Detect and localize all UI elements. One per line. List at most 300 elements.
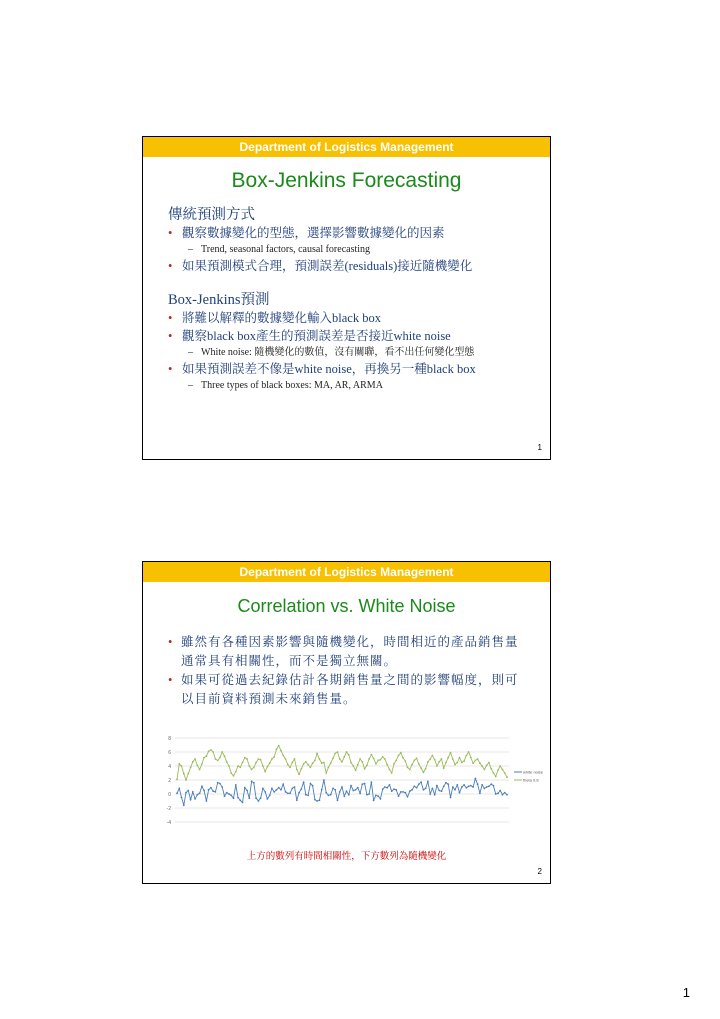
series-point xyxy=(359,792,361,794)
series-point xyxy=(418,783,420,785)
series-point xyxy=(341,786,343,788)
series-point xyxy=(255,797,257,799)
series-point xyxy=(382,756,384,758)
series-point xyxy=(294,786,296,788)
series-point xyxy=(196,794,198,796)
series-point xyxy=(497,769,499,771)
series-point xyxy=(481,784,483,786)
bullet: • 如果可從過去紀錄估計各期銷售量之間的影響幅度，則可以目前資料預測未來銷售量。 xyxy=(181,671,526,709)
series-point xyxy=(251,769,253,771)
series-point xyxy=(233,775,235,777)
series-point xyxy=(224,755,226,757)
series-point xyxy=(221,751,223,753)
series-point xyxy=(296,799,298,801)
series-point xyxy=(361,783,363,785)
series-point xyxy=(416,787,418,789)
series-point xyxy=(375,763,377,765)
series-point xyxy=(291,788,293,790)
series-point xyxy=(334,753,336,755)
series-point xyxy=(380,798,382,800)
series-point xyxy=(373,757,375,759)
series-point xyxy=(443,785,445,787)
series-point xyxy=(255,762,257,764)
series-point xyxy=(427,761,429,763)
series-point xyxy=(350,785,352,787)
series-point xyxy=(176,778,178,780)
series-point xyxy=(472,786,474,788)
series-point xyxy=(332,788,334,790)
series-point xyxy=(429,758,431,760)
series-point xyxy=(210,787,212,789)
series-point xyxy=(319,799,321,801)
y-tick-label: 0 xyxy=(168,792,171,798)
series-point xyxy=(251,781,253,783)
series-point xyxy=(192,761,194,763)
series-point xyxy=(436,785,438,787)
series-point xyxy=(486,786,488,788)
series-point xyxy=(402,757,404,759)
series-point xyxy=(239,767,241,769)
series-point xyxy=(461,762,463,764)
series-point xyxy=(323,762,325,764)
series-point xyxy=(215,791,217,793)
sub-bullet: – White noise: 隨機變化的數值，沒有關聯，看不出任何變化型態 xyxy=(201,345,550,360)
series-point xyxy=(181,765,183,767)
series-point xyxy=(490,783,492,785)
series-point xyxy=(212,790,214,792)
series-point xyxy=(230,772,232,774)
series-point xyxy=(206,755,208,757)
series-point xyxy=(321,789,323,791)
series-point xyxy=(339,758,341,760)
series-point xyxy=(355,769,357,771)
series-point xyxy=(470,757,472,759)
series-point xyxy=(423,789,425,791)
series-point xyxy=(398,755,400,757)
series-point xyxy=(470,785,472,787)
series-point xyxy=(384,758,386,760)
series-point xyxy=(499,790,501,792)
series-point xyxy=(411,789,413,791)
sub-bullet: – Three types of black boxes: MA, AR, ARMA xyxy=(201,378,550,393)
series-point xyxy=(468,785,470,787)
series-point xyxy=(267,798,269,800)
series-point xyxy=(386,764,388,766)
slide-header: Department of Logistics Management xyxy=(143,137,550,157)
series-point xyxy=(454,789,456,791)
series-point xyxy=(192,791,194,793)
series-point xyxy=(456,784,458,786)
series-point xyxy=(502,769,504,771)
series-point xyxy=(493,785,495,787)
series-point xyxy=(384,786,386,788)
series-point xyxy=(285,791,287,793)
chart-series xyxy=(176,745,508,806)
series-point xyxy=(479,762,481,764)
series-point xyxy=(441,790,443,792)
series-point xyxy=(425,768,427,770)
series-point xyxy=(312,785,314,787)
series-point xyxy=(187,773,189,775)
section-heading: 傳統預測方式 xyxy=(168,207,255,223)
series-point xyxy=(285,758,287,760)
series-point xyxy=(190,799,192,801)
slide-page-number: 1 xyxy=(537,443,542,452)
y-axis-tick-labels xyxy=(167,736,172,826)
series-point xyxy=(475,778,477,780)
series-point xyxy=(445,762,447,764)
series-point xyxy=(217,760,219,762)
series-point xyxy=(348,754,350,756)
series-point xyxy=(334,789,336,791)
series-point xyxy=(248,797,250,799)
series-point xyxy=(235,784,237,786)
series-point xyxy=(418,763,420,765)
series-point xyxy=(450,797,452,799)
series-point xyxy=(226,792,228,794)
series-point xyxy=(506,776,508,778)
chart-gridlines xyxy=(175,738,509,822)
series-point xyxy=(185,779,187,781)
y-tick-label: 6 xyxy=(168,750,171,756)
series-point xyxy=(194,798,196,800)
series-point xyxy=(271,788,273,790)
series-point xyxy=(504,792,506,794)
series-point xyxy=(481,765,483,767)
series-point xyxy=(199,792,201,794)
series-point xyxy=(404,760,406,762)
series-point xyxy=(352,790,354,792)
series-point xyxy=(443,767,445,769)
series-point xyxy=(278,787,280,789)
series-point xyxy=(330,762,332,764)
series-point xyxy=(499,765,501,767)
bullet: • 將難以解釋的數據變化輸入black box xyxy=(182,309,550,327)
series-point xyxy=(484,788,486,790)
series-point xyxy=(267,766,269,768)
series-point xyxy=(361,761,363,763)
series-point xyxy=(260,797,262,799)
series-point xyxy=(287,764,289,766)
series-point xyxy=(382,788,384,790)
series-point xyxy=(366,794,368,796)
series-point xyxy=(230,795,232,797)
legend-label: white noise xyxy=(523,769,544,775)
series-point xyxy=(264,791,266,793)
series-point xyxy=(393,763,395,765)
series-point xyxy=(298,774,300,776)
series-point xyxy=(194,758,196,760)
series-point xyxy=(246,758,248,760)
series-point xyxy=(244,787,246,789)
series-point xyxy=(190,767,192,769)
series-point xyxy=(294,758,296,760)
series-point xyxy=(303,763,305,765)
bullet: • 如果預測誤差不像是white noise，再換另一種black box xyxy=(182,360,550,378)
series-point xyxy=(310,783,312,785)
slide-1 xyxy=(142,136,551,460)
series-point xyxy=(233,797,235,799)
series-point xyxy=(226,761,228,763)
series-point xyxy=(346,751,348,753)
series-point xyxy=(497,792,499,794)
series-point xyxy=(201,763,203,765)
series-point xyxy=(404,792,406,794)
series-point xyxy=(196,764,198,766)
series-point xyxy=(377,760,379,762)
series-point xyxy=(456,762,458,764)
y-tick-label: 2 xyxy=(168,778,171,784)
series-point xyxy=(316,753,318,755)
series-point xyxy=(393,788,395,790)
series-point xyxy=(206,800,208,802)
series-point xyxy=(260,759,262,761)
series-point xyxy=(359,758,361,760)
series-point xyxy=(181,797,183,799)
series-point xyxy=(346,790,348,792)
series-point xyxy=(183,773,185,775)
series-point xyxy=(244,757,246,759)
series-point xyxy=(434,794,436,796)
series-point xyxy=(364,768,366,770)
series-point xyxy=(330,794,332,796)
series-point xyxy=(452,758,454,760)
series-point xyxy=(465,787,467,789)
series-point xyxy=(477,783,479,785)
series-point xyxy=(273,756,275,758)
series-point xyxy=(434,759,436,761)
series-point xyxy=(289,767,291,769)
series-point xyxy=(375,795,377,797)
series-point xyxy=(314,760,316,762)
slide-title: Box-Jenkins Forecasting xyxy=(231,169,462,192)
series-point xyxy=(348,794,350,796)
series-point xyxy=(276,789,278,791)
series-point xyxy=(495,776,497,778)
series-point xyxy=(323,779,325,781)
series-point xyxy=(341,761,343,763)
series-point xyxy=(479,792,481,794)
series-point xyxy=(450,752,452,754)
series-point xyxy=(416,757,418,759)
series-point xyxy=(316,800,318,802)
series-point xyxy=(208,789,210,791)
series-point xyxy=(486,764,488,766)
series-point xyxy=(208,750,210,752)
series-point xyxy=(276,748,278,750)
series-point xyxy=(280,789,282,791)
bullet: • 觀察black box產生的預測誤差是否接近white noise xyxy=(182,327,550,345)
series-point xyxy=(178,788,180,790)
series-point xyxy=(357,764,359,766)
series-point xyxy=(312,762,314,764)
series-point xyxy=(258,800,260,802)
series-point xyxy=(411,764,413,766)
series-point xyxy=(409,769,411,771)
series-point xyxy=(420,781,422,783)
series-point xyxy=(300,768,302,770)
series-point xyxy=(212,751,214,753)
series-point xyxy=(364,783,366,785)
series-point xyxy=(447,757,449,759)
series-point xyxy=(264,771,266,773)
series-point xyxy=(321,762,323,764)
slide-page-number: 2 xyxy=(537,867,542,876)
series-point xyxy=(210,749,212,751)
series-point xyxy=(325,792,327,794)
series-point xyxy=(242,762,244,764)
series-point xyxy=(490,768,492,770)
series-point xyxy=(366,764,368,766)
series-point xyxy=(463,784,465,786)
series-point xyxy=(413,760,415,762)
series-point xyxy=(398,795,400,797)
series-point xyxy=(389,769,391,771)
series-point xyxy=(282,783,284,785)
series-point xyxy=(447,783,449,785)
y-tick-label: 8 xyxy=(168,736,171,742)
sub-bullet: – Trend, seasonal factors, causal forecasting xyxy=(201,242,550,257)
series-point xyxy=(278,745,280,747)
series-point xyxy=(425,788,427,790)
series-point xyxy=(310,767,312,769)
series-point xyxy=(337,751,339,753)
series-point xyxy=(178,763,180,765)
series-point xyxy=(350,762,352,764)
series-point xyxy=(237,765,239,767)
bullet: • 觀察數據變化的型態，選擇影響數據變化的因素 xyxy=(182,224,550,242)
series-point xyxy=(224,795,226,797)
series-point xyxy=(380,759,382,761)
series-point xyxy=(445,782,447,784)
series-point xyxy=(269,762,271,764)
series-point xyxy=(484,769,486,771)
slide-title: Correlation vs. White Noise xyxy=(237,596,456,616)
series-point xyxy=(199,769,201,771)
series-point xyxy=(432,755,434,757)
series-point xyxy=(441,758,443,760)
series-point xyxy=(300,788,302,790)
y-tick-label: -4 xyxy=(166,820,171,826)
series-point xyxy=(215,758,217,760)
series-point xyxy=(488,785,490,787)
y-tick-label: 4 xyxy=(168,764,171,770)
series-point xyxy=(307,764,309,766)
series-point xyxy=(459,792,461,794)
series-point xyxy=(282,755,284,757)
series-point xyxy=(468,751,470,753)
series-point xyxy=(305,794,307,796)
series-point xyxy=(407,767,409,769)
series-point xyxy=(271,758,273,760)
series-point xyxy=(493,772,495,774)
series-point xyxy=(239,799,241,801)
series-point xyxy=(461,786,463,788)
series-point xyxy=(253,767,255,769)
series-point xyxy=(237,797,239,799)
series-point xyxy=(228,793,230,795)
series-point xyxy=(389,784,391,786)
series-point xyxy=(219,783,221,785)
series-point xyxy=(203,757,205,759)
series-point xyxy=(402,791,404,793)
series-point xyxy=(273,791,275,793)
series-point xyxy=(407,796,409,798)
series-point xyxy=(219,757,221,759)
series-point xyxy=(187,790,189,792)
series-point xyxy=(319,758,321,760)
series-point xyxy=(400,752,402,754)
series-point xyxy=(258,758,260,760)
section-heading: Box-Jenkins預測 xyxy=(168,292,270,308)
series-point xyxy=(368,793,370,795)
series-point xyxy=(472,762,474,764)
series-point xyxy=(395,789,397,791)
series-point xyxy=(377,795,379,797)
series-point xyxy=(314,799,316,801)
series-point xyxy=(420,767,422,769)
series-point xyxy=(221,786,223,788)
series-point xyxy=(409,790,411,792)
series-point xyxy=(463,760,465,762)
series-point xyxy=(454,764,456,766)
series-point xyxy=(183,804,185,806)
line-chart xyxy=(161,730,544,830)
series-point xyxy=(269,795,271,797)
legend-label: theta 0.8 xyxy=(523,777,539,783)
series-point xyxy=(253,782,255,784)
series-point xyxy=(495,793,497,795)
slide-header: Department of Logistics Management xyxy=(143,562,550,582)
series-point xyxy=(262,788,264,790)
series-point xyxy=(228,765,230,767)
series-point xyxy=(325,772,327,774)
series-point xyxy=(391,772,393,774)
series-point xyxy=(303,781,305,783)
series-point xyxy=(280,750,282,752)
series-point xyxy=(185,792,187,794)
series-point xyxy=(368,758,370,760)
series-point xyxy=(246,790,248,792)
series-point xyxy=(452,786,454,788)
series-point xyxy=(502,794,504,796)
bullet: • 如果預測模式合理，預測誤差(residuals)接近隨機變化 xyxy=(182,257,550,275)
series-point xyxy=(391,790,393,792)
bullet: • 雖然有各種因素影響與隨機變化，時間相近的產品銷售量通常具有相關性，而不是獨立無關。 xyxy=(181,633,526,671)
series-point xyxy=(413,785,415,787)
series-point xyxy=(287,792,289,794)
series-point xyxy=(438,761,440,763)
series-point xyxy=(475,760,477,762)
chart-legend xyxy=(514,770,544,783)
series-point xyxy=(176,792,178,794)
series-point xyxy=(373,799,375,801)
series-point xyxy=(332,757,334,759)
series-point xyxy=(352,765,354,767)
series-point xyxy=(343,795,345,797)
series-point xyxy=(337,799,339,801)
series-point xyxy=(291,762,293,764)
series-point xyxy=(307,795,309,797)
series-point xyxy=(386,787,388,789)
series-point xyxy=(328,795,330,797)
series-point xyxy=(355,789,357,791)
series-point xyxy=(217,782,219,784)
series-point xyxy=(201,785,203,787)
series-point xyxy=(289,792,291,794)
series-point xyxy=(488,762,490,764)
series-point xyxy=(203,790,205,792)
